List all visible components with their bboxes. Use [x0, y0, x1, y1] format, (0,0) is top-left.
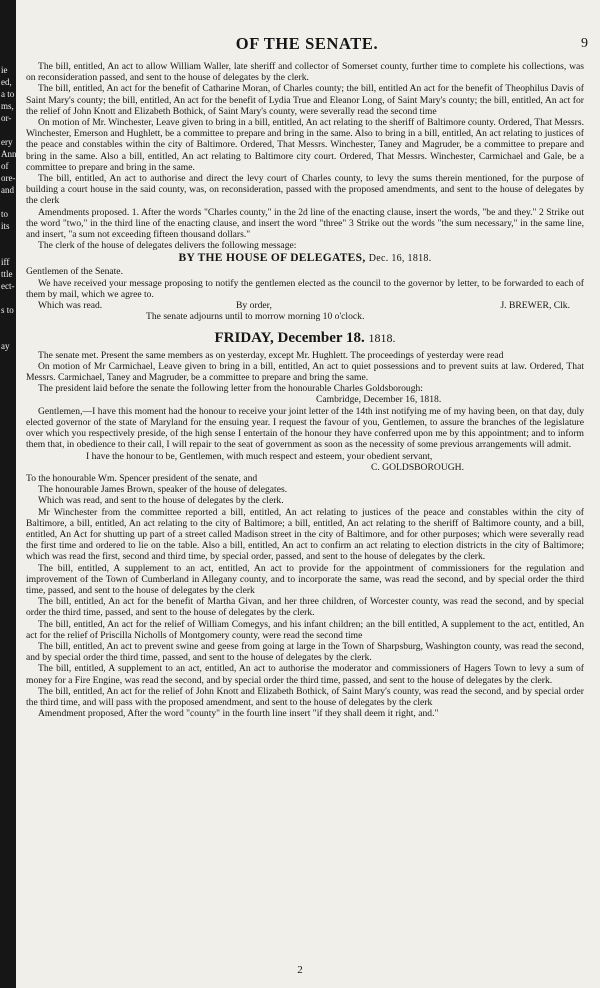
paragraph: Mr Winchester from the committee reported a bill, entitled, An act relating to justices of the peace and constables within the city of Baltimore, a bill, entitled, An act relating to the city of Baltimore; a bill, entitled, An act relating to the sheriff of Baltimore county, and a bill, entitled, An Act for shutting up part of a street called Madison street in the city of Baltimore, and for other purposes; which were severally read the first time and ordered to lie on the table. Also a bill, entitled, An act to confirm an act relating to election districts in the city of Baltimore; which was read the first, second and third time, by special order, passed, and sent to the house of delegates by the clerk. — [26, 506, 584, 563]
margin-fragment: ie — [1, 65, 8, 75]
paragraph: The bill, entitled, A supplement to an act, entitled, An act to authorise the moderator and commissioners of Hagers Town to levy a sum of money for a Fire Engine, was read the second, and by special order the third time, passed, and sent to the house of delegates by the clerk. — [26, 663, 584, 686]
margin-fragment: to — [1, 209, 9, 219]
margin-fragment: Ann — [1, 149, 17, 159]
margin-fragments — [1, 64, 17, 352]
margin-fragment: iff — [1, 257, 10, 267]
signature-mark: 2 — [297, 964, 303, 976]
margin-fragment: or- — [1, 113, 12, 123]
clerk-signature: J. BREWER, Clk. — [500, 300, 570, 312]
day-heading-text: FRIDAY, December 18. — [214, 329, 365, 346]
margin-fragment: ms, — [1, 101, 14, 111]
letter-address: The honourable James Brown, speaker of the house of delegates. — [38, 484, 288, 496]
adjourn-note: The senate adjourns until to morrow morning 10 o'clock. — [146, 311, 365, 323]
message-heading-text: BY THE HOUSE OF DELEGATES, — [178, 252, 366, 265]
letter-closing: I have the honour to be, Gentlemen, with much respect and esteem, your obedient servant, — [86, 450, 433, 462]
read-note: Which was read. — [38, 300, 103, 312]
paragraph: The bill, entitled, An act to authorise and direct the levy court of Charles county, to levy the sums therein mentioned, for the purpose of building a court house in the said county, was, on reconsideration, passed with the proposed amendments, and sent to the house of delegates by the clerk — [26, 173, 584, 207]
margin-fragment: a to — [1, 89, 15, 99]
letter-signer: C. GOLDSBOROUGH. — [370, 461, 464, 473]
salutation: Gentlemen of the Senate. — [26, 266, 123, 278]
margin-fragment — [1, 124, 17, 136]
margin-fragment: ore- — [1, 173, 16, 183]
margin-fragment — [1, 232, 17, 244]
message-heading — [26, 251, 584, 266]
paragraph: The bill, entitled, An act for the benefit of Catharine Moran, of Charles county; the bill, entitled An act for the benefit of Theophilus Davis of Saint Mary's county; the bill, entitled, An act for the benefit of Lydia True and Eleanor Long, of Saint Mary's county; the bill, entitled, An act for the relief of John Knott and Elizabeth Bothick, of Saint Mary's county, were severally read the second time — [26, 83, 584, 117]
paragraph: Amendment proposed, After the word "county" in the fourth line insert "if they shall deem it right, and." — [38, 708, 439, 720]
margin-fragment — [1, 316, 17, 328]
margin-fragment: ed, — [1, 77, 12, 87]
margin-fragment: of — [1, 161, 9, 171]
paragraph: Which was read, and sent to the house of delegates by the clerk. — [38, 495, 284, 507]
day-heading-year: 1818. — [368, 330, 396, 345]
paragraph: On motion of Mr Carmichael, Leave given to bring in a bill, entitled, An act to quiet possessions and to prevent suits at law. Ordered, That Messrs. Carmichael, Taney and Magruder, be a committee to prepare and bring the same. — [26, 360, 584, 384]
by-order: By order, — [236, 300, 272, 312]
margin-fragment: ery — [1, 137, 13, 147]
margin-fragment — [1, 244, 17, 256]
paragraph: The clerk of the house of delegates delivers the following message: — [38, 240, 297, 252]
paragraph: The bill, entitled, An act to allow William Waller, late sheriff and collector of Somerset county, further time to complete his collections, was on reconsideration passed, and sent to the house of delegates by the clerk. — [26, 61, 584, 84]
paragraph: The bill, entitled, An act for the relief of John Knott and Elizabeth Bothick, of Saint Mary's county, was read the second, and by special order the third time, and will pass with the proposed amendment, and sent to the house of delegates by the clerk — [26, 685, 584, 708]
letter-address: To the honourable Wm. Spencer president of the senate, and — [26, 472, 258, 484]
paragraph: The bill, entitled, A supplement to an act, entitled, An act to provide for the appointment of commissioners for the regulation and improvement of the Town of Cumberland in Allegany county, and to incorporate the same, was read the second, and by special order the third time, passed, and sent to the house of delegates by the clerk — [26, 562, 584, 596]
page-body — [26, 61, 584, 719]
margin-fragment: ay — [1, 341, 10, 351]
message-date: Dec. 16, 1818. — [368, 253, 432, 265]
paragraph: The bill, entitled, An act for the relief of William Comegys, and his infant children; an the bill entitled, A supplement to the act, entitled, An act for the relief of Priscilla Nicholls of Montgomery county, were read the second time — [26, 618, 584, 641]
day-heading — [26, 329, 584, 348]
paragraph: Amendments proposed. 1. After the words "Charles county," in the 2d line of the enacting clause, insert the words, "be and they." 2 Strike out the word "two," in the third line of the enacting clause, and insert the word "three" 3 Strike out the words "the sum necessary," in the same line, and insert, "a sum not exceeding fifteen thousand dollars." — [26, 206, 584, 241]
paragraph: The president laid before the senate the following letter from the honourable Charles Goldsborough: — [38, 383, 423, 395]
margin-fragment: ect- — [1, 281, 15, 291]
paragraph: On motion of Mr. Winchester, Leave given to bring in a bill, entitled, An act relating to the sheriff of Baltimore county. Ordered, That Messrs. Winchester, Emerson and Hughlett, be a committee to prepare and bring in the same. Also to bring in a bill, entitled, An act relating to justices of the peace and constables within the city of Baltimore. Ordered, That Messrs. Winchester, Taney and Magruder, be a committee to prepare and bring in the same. Also a bill, entitled, An act relating to Baltimore city court. Ordered, That Messrs. Winchester, Carmichael and Gale, be a committee to prepare and bring in the same. — [26, 117, 584, 173]
message-body: We have received your message proposing to notify the gentlemen elected as the council to the governor by letter, to be forwarded to each of them by mail, which we agree to. — [26, 277, 584, 300]
letter-body: Gentlemen,—I have this moment had the honour to receive your joint letter of the 14th inst notifying me of my having been, on that day, duly elected governor of the state of Maryland for the ensuing year. I request the favour of you, Gentlemen, to assure the branches of the legislature over which you respectively preside, of the high sense I entertain of the honour they have conferred upon me by this appointment; and to inform them that, in obedience to their call, I will repair to the seat of government as soon as the necessity of some previous arrangements will admit. — [26, 405, 584, 451]
margin-fragment — [1, 292, 17, 304]
margin-fragment — [1, 328, 17, 340]
page-number: 9 — [581, 36, 588, 51]
page-header — [20, 34, 594, 58]
margin-fragment — [1, 196, 17, 208]
margin-fragment: ttle — [1, 269, 13, 279]
paragraph: The bill, entitled, An act to prevent swine and geese from going at large in the Town of Sharpsburg, Washington county, was read the second, and by special order the third time, passed, and sent to the house of delegates by the clerk. — [26, 640, 584, 664]
margin-fragment: its — [1, 221, 10, 231]
margin-fragment: s to — [1, 305, 14, 315]
paragraph: The senate met. Present the same members as on yesterday, except Mr. Hughlett. The proceedings of yesterday were read — [38, 349, 504, 361]
paragraph: The bill, entitled, An act for the benefit of Martha Givan, and her three children, of Worcester county, was read the second, and by special order the third time, passed, and sent to the house of delegates by the clerk. — [26, 596, 584, 619]
margin-fragment: and — [1, 185, 14, 195]
letter-date: Cambridge, December 16, 1818. — [316, 394, 442, 406]
page-title: OF THE SENATE. — [235, 34, 379, 53]
